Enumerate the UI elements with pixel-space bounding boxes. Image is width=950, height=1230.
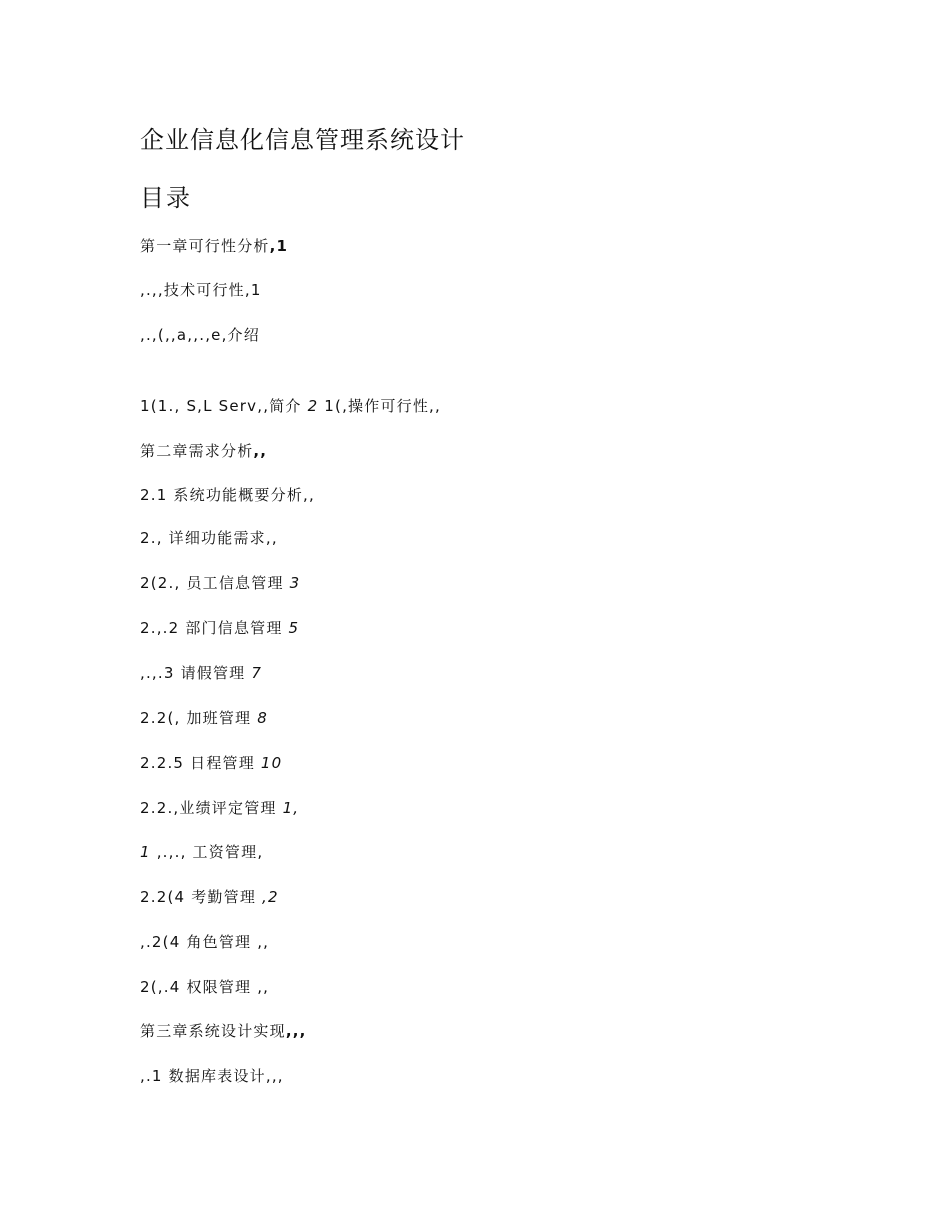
toc-entry <box>140 798 299 818</box>
toc-entry-page: 7 <box>251 664 263 682</box>
document-title: 企业信息化信息管理系统设计 <box>140 126 465 154</box>
toc-entry-text: ,.,.3 请假管理 <box>140 664 252 682</box>
toc-entry-page: 8 <box>257 709 268 727</box>
toc-entry-text: ,.2(4 角色管理 ,, <box>140 933 270 951</box>
toc-entry-page: 3 <box>289 574 301 592</box>
toc-entry <box>140 396 441 416</box>
toc-entry <box>140 753 282 773</box>
toc-entry-text: ,.1 数据库表设计,,, <box>140 1067 284 1085</box>
toc-entry-page: 10 <box>260 754 283 772</box>
toc-entry-page: 5 <box>288 619 300 637</box>
toc-entry <box>140 1021 307 1041</box>
toc-entry-text: ,.,., 工资管理, <box>150 843 264 861</box>
toc-entry <box>140 618 299 638</box>
toc-entry-text: 2.2.,业绩评定管理 <box>140 799 283 817</box>
toc-heading: 目录 <box>140 184 192 212</box>
toc-entry-text: 第二章需求分析 <box>140 442 254 460</box>
toc-entry-page: 1, <box>282 799 300 817</box>
toc-entry <box>140 485 315 505</box>
toc-entry-text: 1(,操作可行性,, <box>318 397 441 415</box>
toc-entry-text: 2(2., 员工信息管理 <box>140 574 290 592</box>
toc-entry-text: 2.2(4 考勤管理 <box>140 888 262 906</box>
toc-entry-page: 1 <box>140 843 151 861</box>
toc-entry <box>140 708 268 728</box>
toc-entry-text: 2.,.2 部门信息管理 <box>140 619 289 637</box>
toc-entry-page: 2 <box>307 397 319 415</box>
toc-entry <box>140 236 288 256</box>
toc-entry-text: 1(1., S,L Serv,,简介 <box>140 397 308 415</box>
toc-entry-page: ,2 <box>262 888 279 906</box>
toc-entry <box>140 842 263 862</box>
toc-entry-text: 第三章系统设计实现 <box>140 1022 286 1040</box>
toc-entry <box>140 1066 284 1086</box>
toc-entry-text: 2(,.4 权限管理 ,, <box>140 978 270 996</box>
toc-entry-page: ,1 <box>269 237 289 255</box>
toc-entry <box>140 663 262 683</box>
toc-entry-page: ,, <box>253 442 268 460</box>
toc-entry <box>140 573 300 593</box>
toc-entry-text: 2.2.5 日程管理 <box>140 754 261 772</box>
toc-entry-text: 2.2(, 加班管理 <box>140 709 258 727</box>
toc-entry-text: ,.,(,,a,,.,e,介绍 <box>140 326 260 344</box>
toc-entry <box>140 280 262 300</box>
toc-entry-text: ,.,,技术可行性,1 <box>140 281 262 299</box>
toc-entry <box>140 441 267 461</box>
toc-entry-text: 2., 详细功能需求,, <box>140 529 278 547</box>
toc-entry-text: 2.1 系统功能概要分析,, <box>140 486 315 504</box>
toc-entry <box>140 977 269 997</box>
toc-entry-text: 第一章可行性分析 <box>140 237 270 255</box>
toc-entry <box>140 932 269 952</box>
toc-entry <box>140 528 278 548</box>
toc-entry <box>140 887 279 907</box>
toc-entry <box>140 325 260 345</box>
toc-entry-page: ,,, <box>285 1022 307 1040</box>
